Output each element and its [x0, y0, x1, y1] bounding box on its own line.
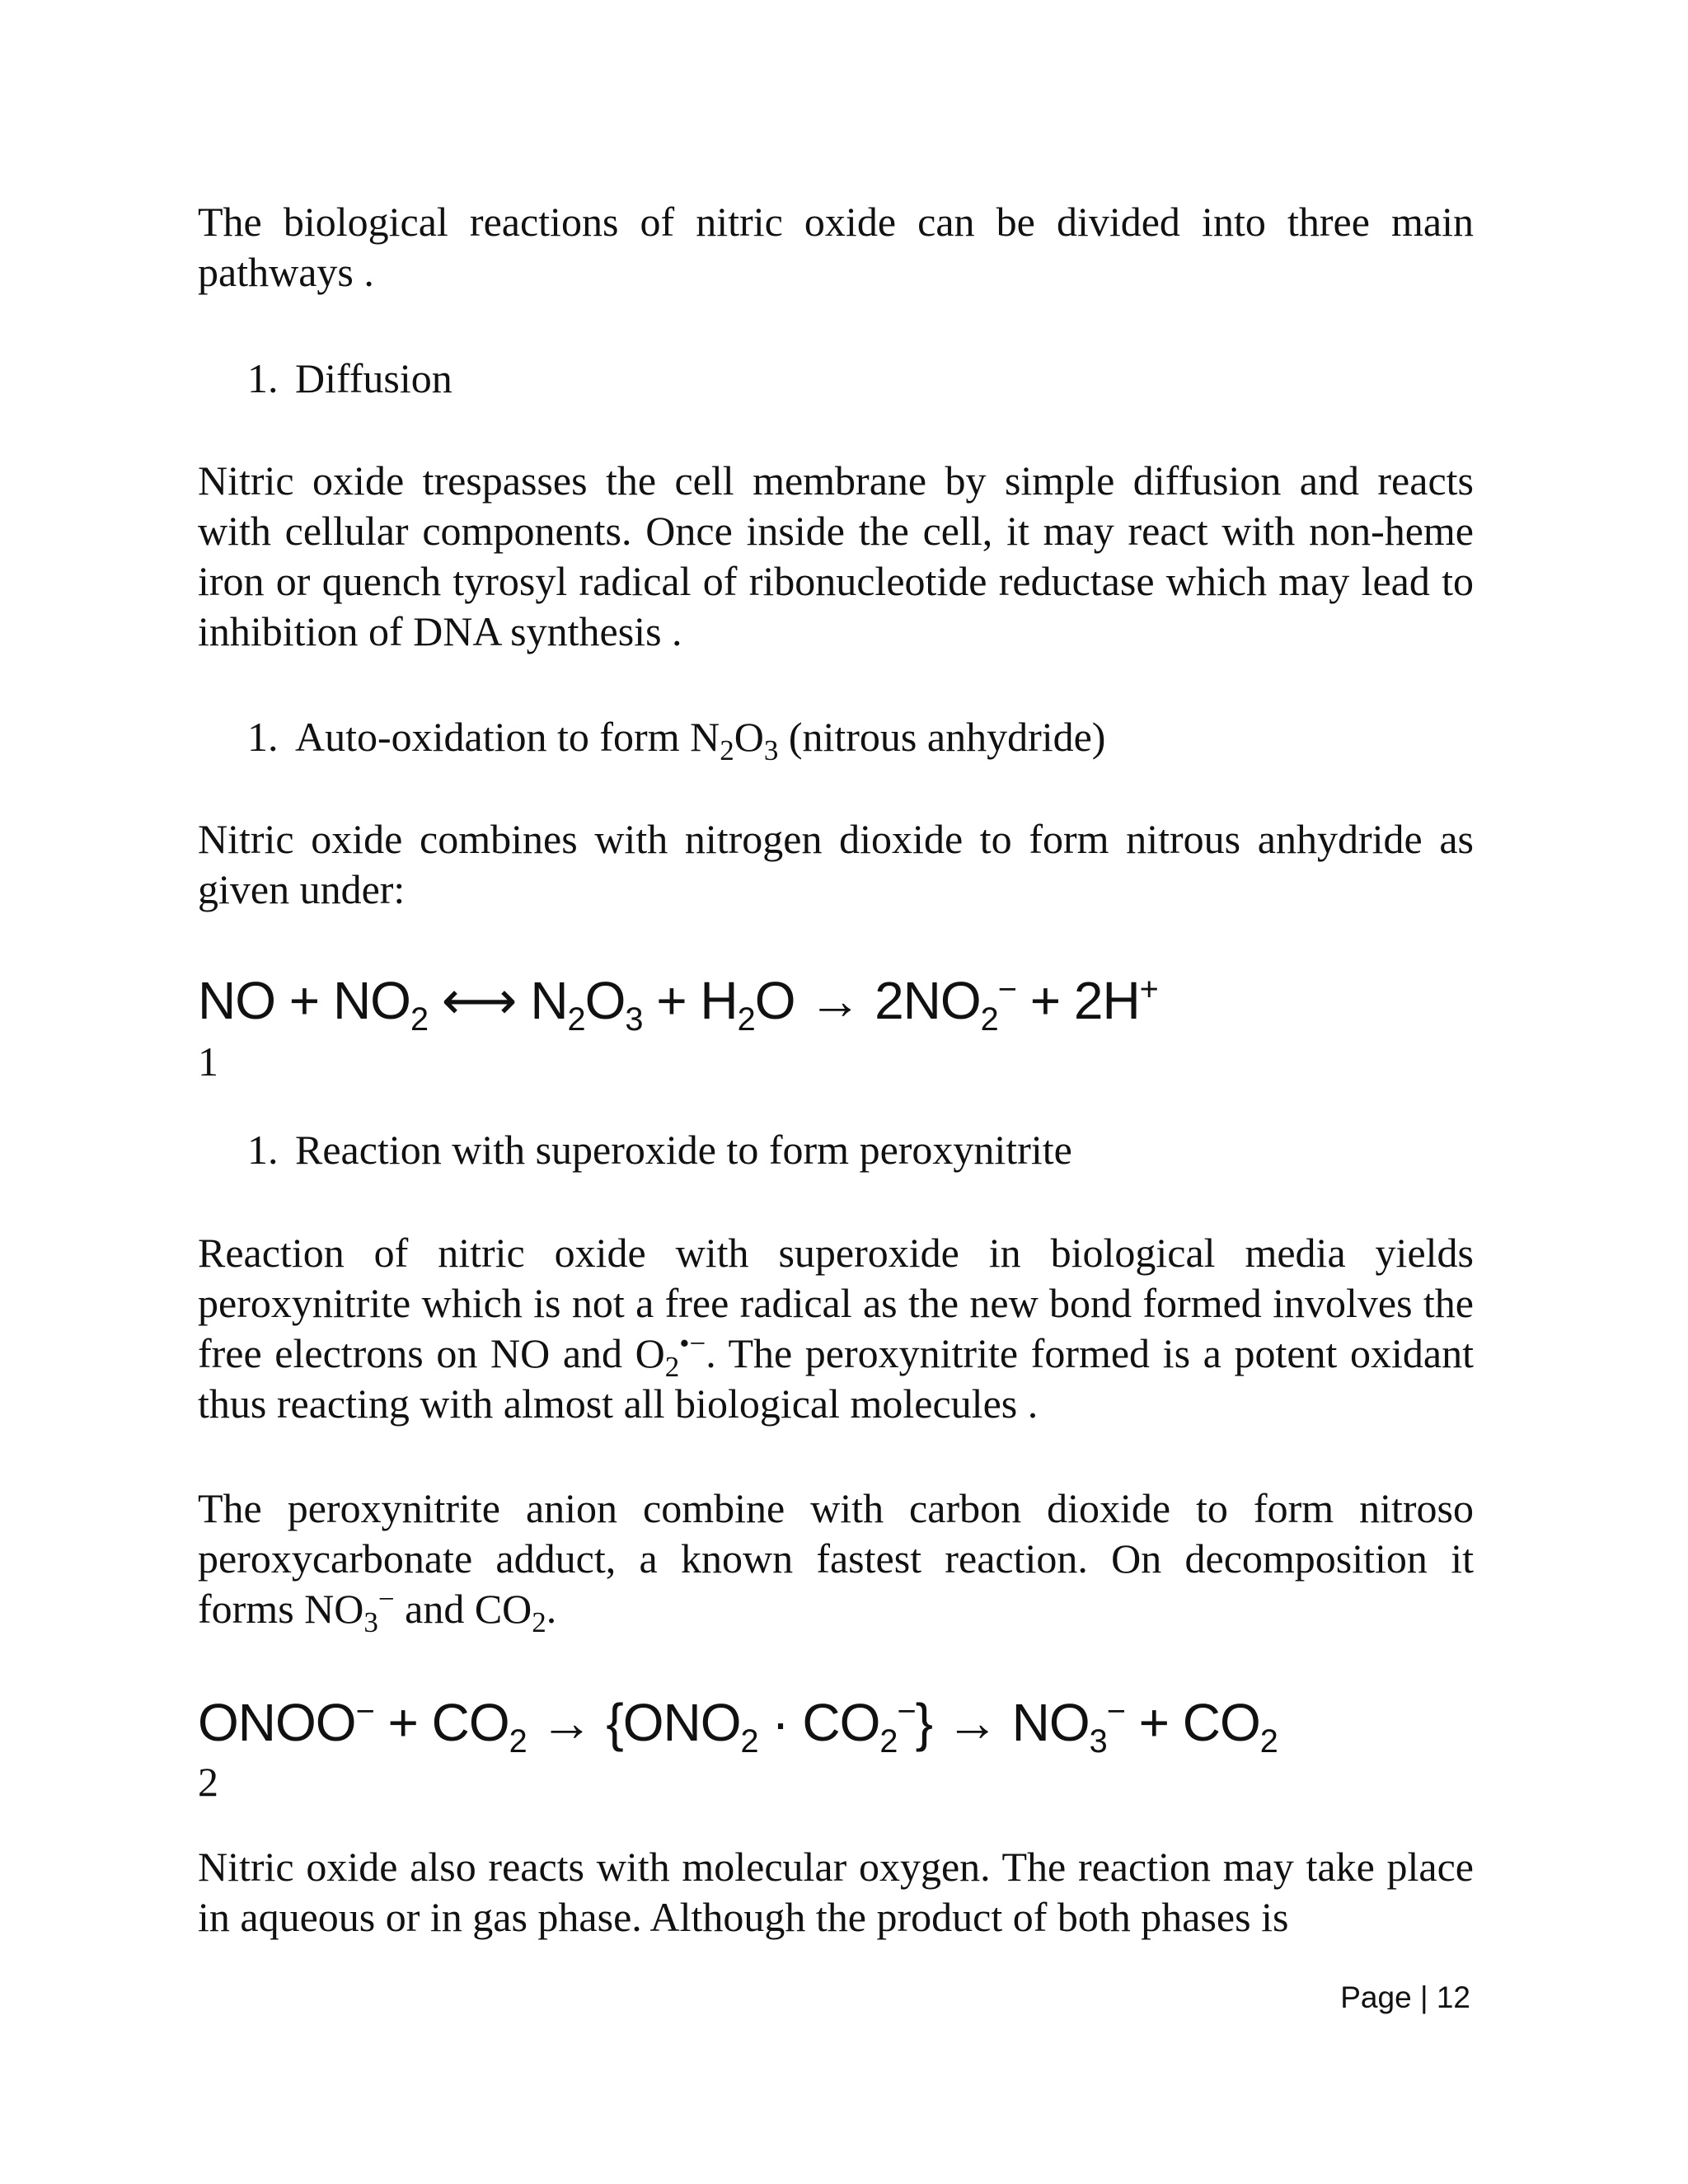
equation-number-2: 2	[198, 1759, 218, 1805]
heading-text-prefix: Auto-oxidation to form N	[295, 714, 720, 760]
subscript: 2	[720, 734, 734, 766]
peroxynitrite-paragraph: The peroxynitrite anion combine with carbon dioxide to form nitroso peroxycarbonate adduct, a known fastest reaction. On decomposition it forms $NO_3^-$ and $CO_2$.	[198, 1485, 1474, 1638]
heading-text: Reaction with superoxide to form peroxynitrite	[295, 1127, 1072, 1173]
heading-text: Diffusion	[295, 355, 452, 401]
page-number: Page | 12	[1340, 1980, 1470, 2014]
section-heading-superoxide	[247, 1125, 1072, 1175]
heading-text-mid: O	[734, 714, 764, 760]
equation-1: NO + $NO_2$ ⟷ $N_2O_3 + H_2O \to 2NO_2^- + 2H^+$	[198, 971, 1158, 1038]
subscript: 3	[763, 734, 779, 766]
intro-paragraph: The biological reactions of nitric oxide can be divided into three main pathways .	[198, 199, 1474, 295]
list-number: 1.	[247, 1127, 279, 1173]
list-number: 1.	[247, 355, 279, 401]
equation-number-1: 1	[198, 1038, 218, 1085]
closing-paragraph: Nitric oxide also reacts with molecular oxygen. The reaction may take place in aqueous or in gas phase. Although the product of both phases is	[198, 1844, 1474, 1940]
section-heading-auto-oxidation	[247, 712, 1106, 766]
list-number: 1.	[247, 714, 279, 760]
heading-text-suffix: (nitrous anhydride)	[778, 714, 1106, 760]
section-heading-diffusion	[247, 354, 452, 404]
equation-2: ONOO− + $CO_2 \to \{ONO_2 \cdot CO_2^-\} \to NO_3^- + CO_2$	[198, 1693, 1278, 1760]
diffusion-paragraph: Nitric oxide trespasses the cell membrane by simple diffusion and reacts with cellular components. Once inside the cell, it may react with non-heme iron or quench tyrosyl radical of ribonucleotide reductase which may lead to inhibition of DNA synthesis .	[198, 457, 1474, 654]
superoxide-paragraph: Reaction of nitric oxide with superoxide in biological media yields peroxynitrite which is not a free radical as the new bond formed involves the free electrons on NO and $O_2^{•-}$. The peroxynitrite formed is a potent oxidant thus reacting with almost all biological molecules .	[198, 1230, 1475, 1427]
auto-oxidation-paragraph: Nitric oxide combines with nitrogen dioxide to form nitrous anhydride as given under:	[198, 816, 1474, 912]
